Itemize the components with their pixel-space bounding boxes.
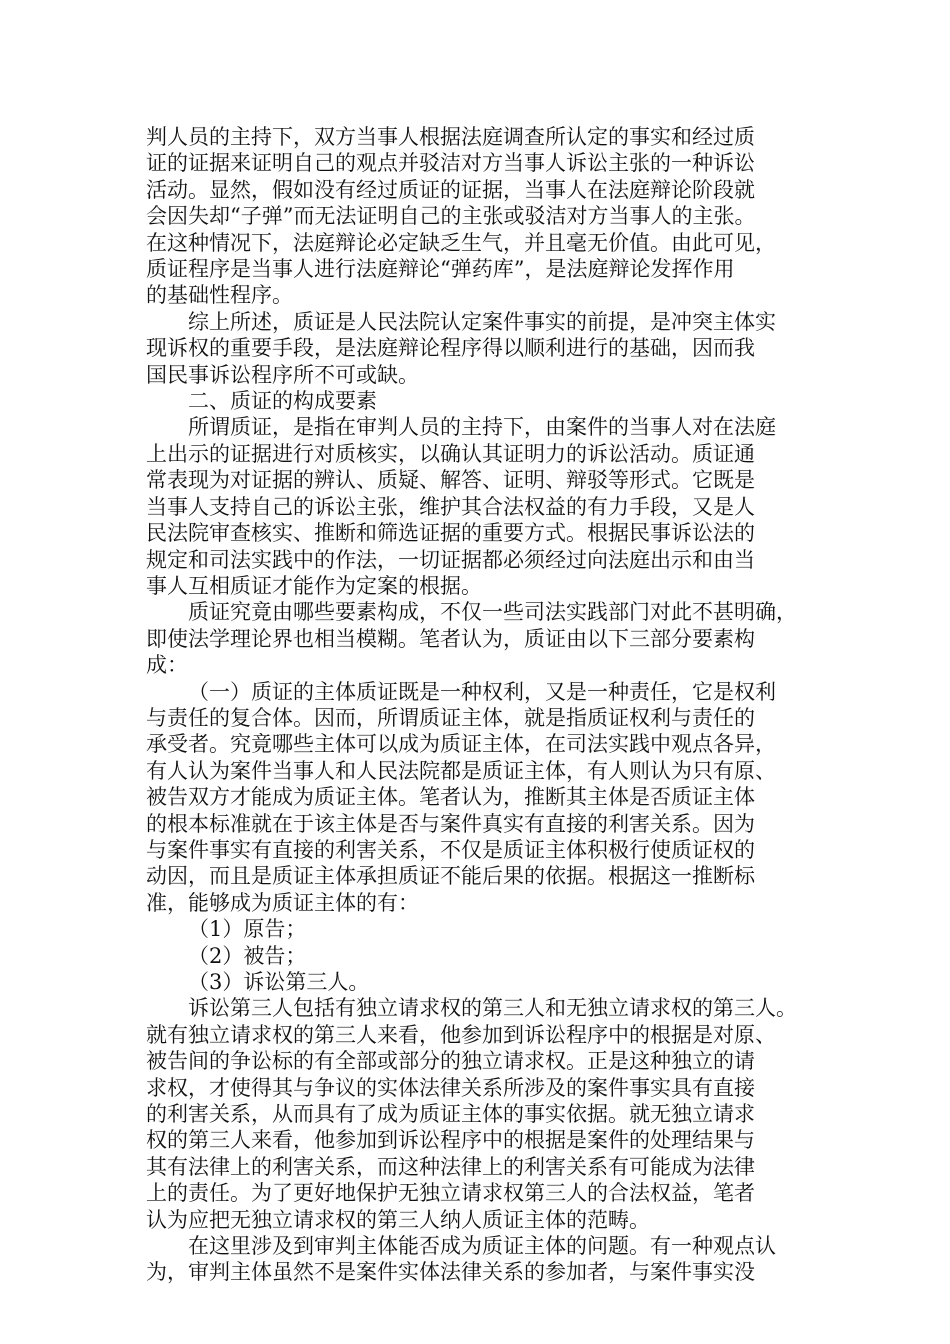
text-line: 判人员的主持下，双方当事人根据法庭调查所认定的事实和经过质 bbox=[146, 125, 755, 149]
text-line: 的基础性程序。 bbox=[146, 283, 293, 308]
text-line: 被告间的争讼标的有全部或部分的独立请求权。正是这种独立的请 bbox=[146, 1049, 755, 1074]
text-line: 与责任的复合体。因而，所谓质证主体，就是指质证权利与责任的 bbox=[146, 705, 755, 730]
text-line: 所谓质证，是指在审判人员的主持下，由案件的当事人对在法庭 bbox=[188, 415, 776, 440]
text-line: 规定和司法实践中的作法，一切证据都必须经过向法庭出示和由当 bbox=[146, 547, 755, 572]
text-line: 动因，而且是质证主体承担质证不能后果的依据。根据这一推断标 bbox=[146, 864, 755, 889]
text-line: 为，审判主体虽然不是案件实体法律关系的参加者，与案件事实没 bbox=[146, 1260, 755, 1285]
paragraph-p11 bbox=[146, 1233, 810, 1286]
paragraph-p4 bbox=[146, 414, 810, 599]
text-line: （3）诉讼第三人。 bbox=[188, 970, 370, 994]
paragraph-p10 bbox=[146, 995, 810, 1233]
text-line: 质证程序是当事人进行法庭辩论“弹药库”，是法庭辩论发挥作用 bbox=[146, 257, 735, 282]
paragraph-p2 bbox=[146, 309, 810, 388]
text-line: 活动。显然，假如没有经过质证的证据，当事人在法庭辩论阶段就 bbox=[146, 177, 755, 202]
text-line: 国民事诉讼程序所不可或缺。 bbox=[146, 362, 419, 387]
text-line: 与案件事实有直接的利害关系，不仅是质证主体积极行使质证权的 bbox=[146, 837, 755, 862]
text-line: 的根本标准就在于该主体是否与案件真实有直接的利害关系。因为 bbox=[146, 811, 755, 836]
text-line: 准，能够成为质证主体的有： bbox=[146, 890, 419, 915]
text-line: 事人互相质证才能作为定案的根据。 bbox=[146, 573, 482, 598]
paragraph-p3 bbox=[146, 388, 810, 414]
text-line: 会因失却“子弹”而无法证明自己的主张或驳洁对方当事人的主张。 bbox=[146, 204, 756, 229]
text-line: 成： bbox=[146, 653, 188, 678]
text-line: 民法院审查核实、推断和筛选证据的重要方式。根据民事诉讼法的 bbox=[146, 521, 755, 546]
text-line: 被告双方才能成为质证主体。笔者认为，推断其主体是否质证主体 bbox=[146, 785, 755, 810]
text-line: 质证究竟由哪些要素构成，不仅一些司法实践部门对此不甚明确， bbox=[188, 600, 797, 625]
text-line: 就有独立请求权的第三人来看，他参加到诉讼程序中的根据是对原、 bbox=[146, 1022, 776, 1047]
paragraph-p1 bbox=[146, 124, 810, 309]
text-line: 常表现为对证据的辨认、质疑、解答、证明、辩驳等形式。它既是 bbox=[146, 468, 755, 493]
text-line: 上出示的证据进行对质核实，以确认其证明力的诉讼活动。质证通 bbox=[146, 441, 755, 466]
text-line: （2）被告； bbox=[188, 943, 307, 968]
text-line: 的利害关系，从而具有了成为质证主体的事实依据。就无独立请求 bbox=[146, 1102, 755, 1127]
text-line: 综上所述，质证是人民法院认定案件事实的前提，是冲突主体实 bbox=[188, 309, 776, 334]
text-line: 二、质证的构成要素 bbox=[188, 389, 377, 414]
text-line: 在这种情况下，法庭辩论必定缺乏生气，并且毫无价值。由此可见， bbox=[146, 230, 776, 255]
text-line: （1）原告； bbox=[188, 917, 307, 942]
text-line: 承受者。究竟哪些主体可以成为质证主体，在司法实践中观点各异， bbox=[146, 732, 776, 757]
text-line: 权的第三人来看，他参加到诉讼程序中的根据是案件的处理结果与 bbox=[146, 1128, 755, 1153]
text-line: 现诉权的重要手段，是法庭辩论程序得以顺利进行的基础，因而我 bbox=[146, 336, 755, 361]
paragraph-p7 bbox=[146, 916, 810, 942]
text-line: （一）质证的主体质证既是一种权利，又是一种责任，它是权利 bbox=[188, 679, 776, 704]
paragraph-p5 bbox=[146, 599, 810, 678]
text-line: 即使法学理论界也相当模糊。笔者认为，质证由以下三部分要素构 bbox=[146, 626, 755, 651]
paragraph-p8 bbox=[146, 943, 810, 969]
document-body bbox=[146, 124, 810, 1286]
text-line: 上的责任。为了更好地保护无独立请求权第三人的合法权益，笔者 bbox=[146, 1181, 755, 1206]
text-line: 其有法律上的利害关系，而这种法律上的利害关系有可能成为法律 bbox=[146, 1154, 755, 1179]
text-line: 诉讼第三人包括有独立请求权的第三人和无独立请求权的第三人。 bbox=[188, 996, 797, 1021]
text-line: 求权，才使得其与争议的实体法律关系所涉及的案件事实具有直接 bbox=[146, 1075, 755, 1100]
text-line: 有人认为案件当事人和人民法院都是质证主体，有人则认为只有原、 bbox=[146, 758, 776, 783]
text-line: 认为应把无独立请求权的第三人纳人质证主体的范畴。 bbox=[146, 1207, 650, 1232]
paragraph-p6 bbox=[146, 679, 810, 917]
text-line: 当事人支持自己的诉讼主张，维护其合法权益的有力手段，又是人 bbox=[146, 494, 755, 519]
text-line: 证的证据来证明自己的观点并驳洁对方当事人诉讼主张的一种诉讼 bbox=[146, 151, 755, 176]
paragraph-p9 bbox=[146, 969, 810, 995]
text-line: 在这里涉及到审判主体能否成为质证主体的问题。有一种观点认 bbox=[188, 1234, 776, 1259]
